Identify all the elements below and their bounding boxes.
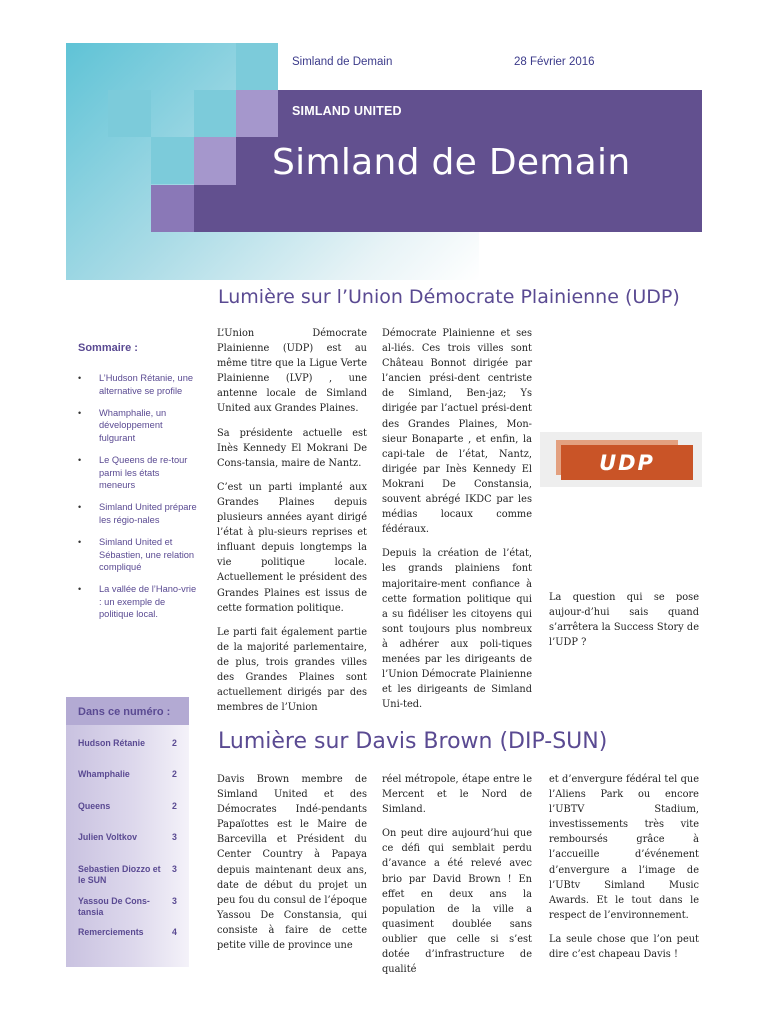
paragraph: Démocrate Plainienne et ses al-liés. Ces trois villes sont Château Bonnot dirigée par l’ancien prési-dent centriste de Simland, Ben-jaz; Ys dirigée par l’actuel prési-dent des Grandes Plaines, Mon-sieur Bonaparte , et enfin, la capi-tale de l’état, Nantz, dirigée par Inès Kennedy El Mokrani De Constansia, souvent abrégé IKDC par les médias locaux comme fédéraux. [382,328,532,536]
index-entry-name: Remerciements [78,927,144,937]
article-column [549,590,699,659]
paragraph: Depuis la création de l’état, les grands plainiens font majoritaire-ment confiance à cette formation politique qui a su fidéliser les citoyens qui sont toujours plus nombreux à adhérer aux poli-tiques menées par les dirigeants de l’Union Démocrate Plainienne et les dirigeants de Simland Uni-ted. [382,548,532,711]
index-entry-page: 3 [172,896,177,906]
paragraph: réel métropole, étape entre le Mercent et le Nord de Simland. [382,774,532,816]
index-entry-name: Queens [78,801,111,811]
article-headline: Lumière sur Davis Brown (DIP-SUN) [218,729,608,754]
header-square [194,90,236,137]
header-square [236,43,278,90]
masthead-title: Simland de Demain [272,142,631,183]
article-column [549,772,699,971]
paragraph: et d’envergure fédéral tel que l’Aliens Park ou encore l’UBTV Stadium, investissements très vite remboursés grâce à l’accueille d’événement d’envergure a l’image de l’UBtv Simland Music Awards. Et le tout dans le respect de l’environnement. [549,774,699,921]
toc-item: • Whamphalie, un développement fulgurant [78,407,198,445]
index-entry-page: 2 [172,801,177,811]
paragraph: On peut dire aujourd’hui que ce défi qui semblait perdu d’avance a été relevé avec brio par David Brown ! En effet en deux ans la population de la ville a quasiment doublée sans oublier que celle si s’est dotée d’infrastructure de qualité [382,828,532,976]
toc-item: • Simland United et Sébastien, une relation compliqué [78,536,198,574]
toc-list [78,372,198,631]
header-square [194,137,236,185]
index-title: Dans ce numéro : [78,706,171,718]
index-entry-name: Hudson Rétanie [78,738,145,748]
toc-item: • La vallée de l’Hano-vrie : un exemple de politique local. [78,583,198,621]
article-column [217,772,367,962]
paragraph: Le parti fait également partie de la majorité parlementaire, de plus, trois grandes villes des Grandes Plaines sont actuellement dirigés par des membres de l’Union [217,626,367,714]
index-entry-page: 2 [172,738,177,748]
article-column [382,772,532,986]
udp-logo: UDP [561,445,693,480]
paragraph: La question qui se pose aujour-d’hui sais quand s’arrêtera la Success Story de l’UDP ? [549,592,699,649]
organization-name: SIMLAND UNITED [292,104,402,118]
header-square [236,90,278,137]
toc-item: • Simland United prépare les régio-nales [78,501,198,526]
index-entry-name: Whamphalie [78,769,130,779]
header-square [108,90,151,137]
header-square [151,137,194,184]
toc-item: • L’Hudson Rétanie, une alternative se profile [78,372,198,397]
index-entry-page: 3 [172,864,177,874]
toc-title: Sommaire : [78,342,138,354]
article-column [382,326,532,721]
header-square [151,185,194,232]
article-column [217,326,367,724]
index-entry-page: 3 [172,832,177,842]
issue-date: 28 Février 2016 [514,56,595,68]
paragraph: Sa présidente actuelle est Inès Kennedy El Mokrani De Cons-tansia, maire de Nantz. [217,427,367,469]
index-entry-name: Julien Voltkov [78,832,137,842]
index-entry-page: 4 [172,927,177,937]
article-headline: Lumière sur l’Union Démocrate Plainienne (UDP) [218,286,680,308]
paragraph: L’Union Démocrate Plainienne (UDP) est au même titre que la Ligue Verte Plainienne (LVP) , une antenne locale de Simland United aux Grandes Plaines. [217,328,367,415]
toc-item: • Le Queens de re-tour parmi les états meneurs [78,454,198,492]
index-entry-name: Sebastien Diozzo et le SUN [78,864,161,885]
index-entry-page: 2 [172,769,177,779]
paragraph: La seule chose que l’on peut dire c’est chapeau Davis ! [549,933,699,961]
paragraph: C’est un parti implanté aux Grandes Plaines depuis plusieurs années ayant dirigé l’état à plu-sieurs reprises et influant depuis longtemps la vie politique locale. Actuellement le président des Grandes Plaines est issus de cette formation politique. [217,481,367,614]
paragraph: Davis Brown membre de Simland United et des Démocrates Indé-pendants Papaïottes est le Maire de Barcevilla et Président du Center Country à Papaya depuis maintenant deux ans, date de début du projet un peu fou du consul de l’époque Yassou De Constansia, qui consiste à faire de cette petite ville de province une [217,774,367,952]
index-entry-name: Yassou De Cons-tansia [78,896,150,917]
newsletter-top-title: Simland de Demain [292,56,393,68]
